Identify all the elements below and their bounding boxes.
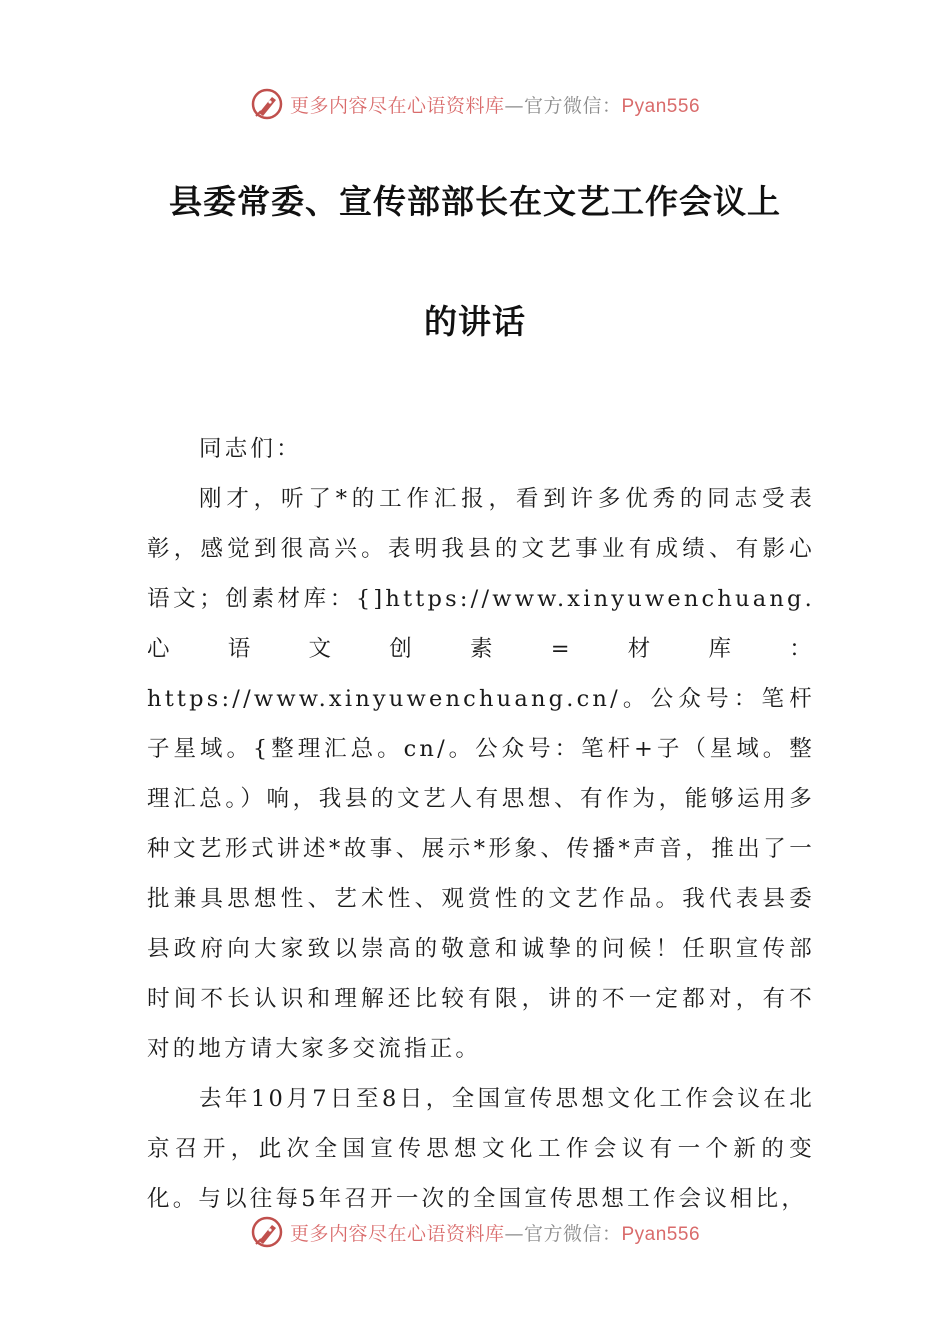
body-paragraph: 去年10月7日至8日，全国宣传思想文化工作会议在北京召开，此次全国宣传思想文化工作会议有一个新的变化。与以往每5年召开一次的全国宣传思想工作会议相比， <box>147 1086 815 1212</box>
document-title-line-1: 县委常委、宣传部部长在文艺工作会议上 <box>169 182 781 221</box>
document-body <box>147 424 815 1224</box>
document-title-line-2: 的讲话 <box>424 302 526 341</box>
watermark-text: 更多内容尽在心语资料库—官方微信：Pyan556 <box>289 94 701 117</box>
footer-watermark <box>0 1212 950 1252</box>
body-paragraph: 刚才，听了*的工作汇报，看到许多优秀的同志受表彰，感觉到很高兴。表明我县的文艺事业有成绩、有影心语文；创素材库：{]https://www.xinyuwenchuang.心语文创素=材库：https://www.xinyuwenchuang.cn/。公众号：笔杆子星域。{整理汇总。cn/。公众号：笔杆+子（星域。整理汇总。）响，我县的文艺人有思想、有作为，能够运用多种文艺形式讲述*故事、展示*形象、传播*声音，推出了一批兼具思想性、艺术性、观赏性的文艺作品。我代表县委县政府向大家致以崇高的敬意和诚挚的问候！任职宣传部时间不长认识和理解还比较有限，讲的不一定都对，有不对的地方请大家多交流指正。 <box>147 486 815 1062</box>
watermark-text: 更多内容尽在心语资料库—官方微信：Pyan556 <box>289 1222 701 1245</box>
header-watermark <box>0 84 950 124</box>
salutation: 同志们： <box>199 436 302 462</box>
pen-nib-logo-icon <box>250 1215 284 1249</box>
pen-nib-logo-icon <box>250 87 284 121</box>
